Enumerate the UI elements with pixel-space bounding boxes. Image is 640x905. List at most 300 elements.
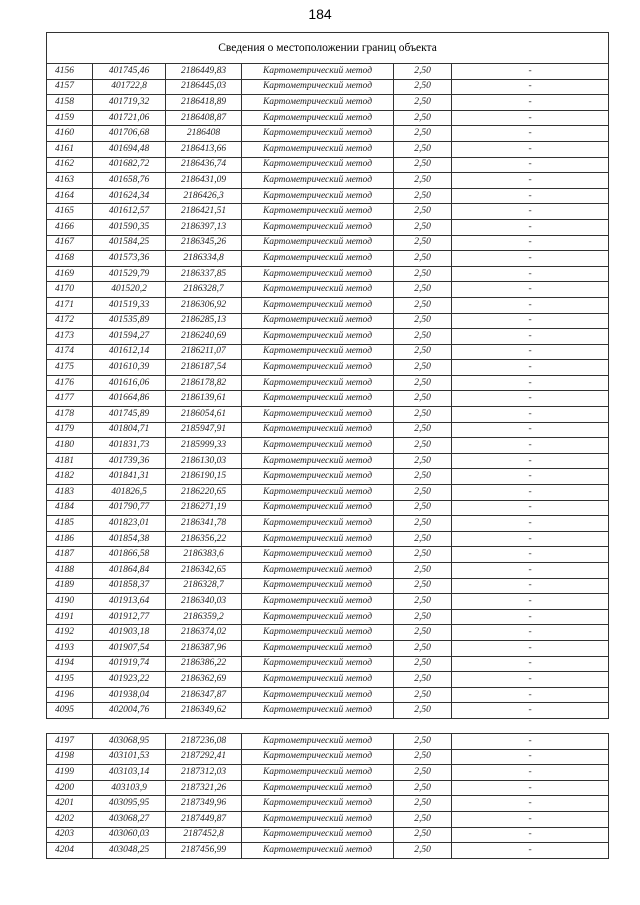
description-cell: - — [452, 251, 609, 267]
point-number-cell: 4176 — [47, 375, 93, 391]
description-cell: - — [452, 219, 609, 235]
description-cell: - — [452, 703, 609, 719]
point-number-cell: 4178 — [47, 407, 93, 423]
method-cell: Картометрический метод — [242, 360, 394, 376]
x-coordinate-cell: 403103,9 — [93, 780, 166, 796]
accuracy-cell: 2,50 — [394, 360, 452, 376]
accuracy-cell: 2,50 — [394, 547, 452, 563]
method-cell: Картометрический метод — [242, 531, 394, 547]
y-coordinate-cell: 2186356,22 — [166, 531, 242, 547]
accuracy-cell: 2,50 — [394, 609, 452, 625]
accuracy-cell: 2,50 — [394, 251, 452, 267]
point-number-cell: 4200 — [47, 780, 93, 796]
point-number-cell: 4166 — [47, 219, 93, 235]
method-cell: Картометрический метод — [242, 594, 394, 610]
accuracy-cell: 2,50 — [394, 672, 452, 688]
boundary-coordinates-table — [46, 32, 609, 859]
y-coordinate-cell: 2186408 — [166, 126, 242, 142]
table-row — [47, 531, 609, 547]
method-cell: Картометрический метод — [242, 687, 394, 703]
accuracy-cell: 2,50 — [394, 827, 452, 843]
table-row — [47, 344, 609, 360]
x-coordinate-cell: 401826,5 — [93, 485, 166, 501]
x-coordinate-cell: 401722,8 — [93, 79, 166, 95]
table-row — [47, 204, 609, 220]
accuracy-cell: 2,50 — [394, 297, 452, 313]
accuracy-cell: 2,50 — [394, 282, 452, 298]
accuracy-cell: 2,50 — [394, 796, 452, 812]
table-row — [47, 485, 609, 501]
x-coordinate-cell: 401739,36 — [93, 453, 166, 469]
y-coordinate-cell: 2185947,91 — [166, 422, 242, 438]
point-number-cell: 4177 — [47, 391, 93, 407]
description-cell: - — [452, 407, 609, 423]
accuracy-cell: 2,50 — [394, 391, 452, 407]
description-cell: - — [452, 749, 609, 765]
method-cell: Картометрический метод — [242, 563, 394, 579]
description-cell: - — [452, 95, 609, 111]
x-coordinate-cell: 401864,84 — [93, 563, 166, 579]
table-row — [47, 625, 609, 641]
method-cell: Картометрический метод — [242, 313, 394, 329]
point-number-cell: 4170 — [47, 282, 93, 298]
point-number-cell: 4162 — [47, 157, 93, 173]
point-number-cell: 4198 — [47, 749, 93, 765]
point-number-cell: 4165 — [47, 204, 93, 220]
method-cell: Картометрический метод — [242, 204, 394, 220]
x-coordinate-cell: 401682,72 — [93, 157, 166, 173]
y-coordinate-cell: 2186408,87 — [166, 110, 242, 126]
method-cell: Картометрический метод — [242, 672, 394, 688]
method-cell: Картометрический метод — [242, 640, 394, 656]
table-row — [47, 375, 609, 391]
description-cell: - — [452, 141, 609, 157]
y-coordinate-cell: 2186271,19 — [166, 500, 242, 516]
method-cell: Картометрический метод — [242, 64, 394, 80]
y-coordinate-cell: 2186054,61 — [166, 407, 242, 423]
table-row — [47, 765, 609, 781]
accuracy-cell: 2,50 — [394, 141, 452, 157]
y-coordinate-cell: 2186178,82 — [166, 375, 242, 391]
method-cell: Картометрический метод — [242, 811, 394, 827]
method-cell: Картометрический метод — [242, 516, 394, 532]
y-coordinate-cell: 2186328,7 — [166, 578, 242, 594]
y-coordinate-cell: 2186383,6 — [166, 547, 242, 563]
point-number-cell: 4197 — [47, 733, 93, 749]
x-coordinate-cell: 401694,48 — [93, 141, 166, 157]
accuracy-cell: 2,50 — [394, 204, 452, 220]
accuracy-cell: 2,50 — [394, 531, 452, 547]
method-cell: Картометрический метод — [242, 375, 394, 391]
y-coordinate-cell: 2186413,66 — [166, 141, 242, 157]
method-cell: Картометрический метод — [242, 469, 394, 485]
point-number-cell: 4184 — [47, 500, 93, 516]
table-row — [47, 687, 609, 703]
accuracy-cell: 2,50 — [394, 703, 452, 719]
table-row — [47, 282, 609, 298]
x-coordinate-cell: 401519,33 — [93, 297, 166, 313]
description-cell: - — [452, 235, 609, 251]
y-coordinate-cell: 2186449,83 — [166, 64, 242, 80]
point-number-cell: 4159 — [47, 110, 93, 126]
y-coordinate-cell: 2187452,8 — [166, 827, 242, 843]
y-coordinate-cell: 2186349,62 — [166, 703, 242, 719]
description-cell: - — [452, 625, 609, 641]
method-cell: Картометрический метод — [242, 141, 394, 157]
table-row — [47, 733, 609, 749]
description-cell: - — [452, 687, 609, 703]
table-row — [47, 251, 609, 267]
description-cell: - — [452, 422, 609, 438]
y-coordinate-cell: 2186359,2 — [166, 609, 242, 625]
table-row — [47, 516, 609, 532]
point-number-cell: 4179 — [47, 422, 93, 438]
point-number-cell: 4172 — [47, 313, 93, 329]
table-row — [47, 609, 609, 625]
description-cell: - — [452, 266, 609, 282]
table-row — [47, 79, 609, 95]
method-cell: Картометрический метод — [242, 344, 394, 360]
y-coordinate-cell: 2186220,65 — [166, 485, 242, 501]
description-cell: - — [452, 344, 609, 360]
x-coordinate-cell: 401721,06 — [93, 110, 166, 126]
method-cell: Картометрический метод — [242, 126, 394, 142]
accuracy-cell: 2,50 — [394, 266, 452, 282]
point-number-cell: 4160 — [47, 126, 93, 142]
method-cell: Картометрический метод — [242, 391, 394, 407]
description-cell: - — [452, 811, 609, 827]
y-coordinate-cell: 2187312,03 — [166, 765, 242, 781]
x-coordinate-cell: 403048,25 — [93, 843, 166, 859]
table-row — [47, 110, 609, 126]
accuracy-cell: 2,50 — [394, 173, 452, 189]
method-cell: Картометрический метод — [242, 188, 394, 204]
y-coordinate-cell: 2187349,96 — [166, 796, 242, 812]
accuracy-cell: 2,50 — [394, 438, 452, 454]
x-coordinate-cell: 401823,01 — [93, 516, 166, 532]
x-coordinate-cell: 401706,68 — [93, 126, 166, 142]
point-number-cell: 4195 — [47, 672, 93, 688]
description-cell: - — [452, 485, 609, 501]
method-cell: Картометрический метод — [242, 749, 394, 765]
method-cell: Картометрический метод — [242, 656, 394, 672]
method-cell: Картометрический метод — [242, 422, 394, 438]
y-coordinate-cell: 2186285,13 — [166, 313, 242, 329]
x-coordinate-cell: 401919,74 — [93, 656, 166, 672]
method-cell: Картометрический метод — [242, 796, 394, 812]
x-coordinate-cell: 401745,46 — [93, 64, 166, 80]
table-row — [47, 578, 609, 594]
y-coordinate-cell: 2186421,51 — [166, 204, 242, 220]
table-row — [47, 672, 609, 688]
description-cell: - — [452, 843, 609, 859]
point-number-cell: 4194 — [47, 656, 93, 672]
x-coordinate-cell: 401594,27 — [93, 329, 166, 345]
y-coordinate-cell: 2186334,8 — [166, 251, 242, 267]
method-cell: Картометрический метод — [242, 500, 394, 516]
accuracy-cell: 2,50 — [394, 625, 452, 641]
point-number-cell: 4190 — [47, 594, 93, 610]
x-coordinate-cell: 401658,76 — [93, 173, 166, 189]
y-coordinate-cell: 2185999,33 — [166, 438, 242, 454]
x-coordinate-cell: 401858,37 — [93, 578, 166, 594]
y-coordinate-cell: 2186340,03 — [166, 594, 242, 610]
y-coordinate-cell: 2186337,85 — [166, 266, 242, 282]
accuracy-cell: 2,50 — [394, 765, 452, 781]
x-coordinate-cell: 401923,22 — [93, 672, 166, 688]
description-cell: - — [452, 313, 609, 329]
accuracy-cell: 2,50 — [394, 329, 452, 345]
accuracy-cell: 2,50 — [394, 843, 452, 859]
description-cell: - — [452, 79, 609, 95]
y-coordinate-cell: 2187456,99 — [166, 843, 242, 859]
description-cell: - — [452, 391, 609, 407]
x-coordinate-cell: 401584,25 — [93, 235, 166, 251]
point-number-cell: 4168 — [47, 251, 93, 267]
table-row — [47, 703, 609, 719]
point-number-cell: 4201 — [47, 796, 93, 812]
table-row — [47, 749, 609, 765]
table-header-row — [47, 33, 609, 64]
y-coordinate-cell: 2186342,65 — [166, 563, 242, 579]
point-number-cell: 4188 — [47, 563, 93, 579]
separator-cell — [47, 718, 609, 733]
accuracy-cell: 2,50 — [394, 687, 452, 703]
x-coordinate-cell: 401529,79 — [93, 266, 166, 282]
description-cell: - — [452, 360, 609, 376]
description-cell: - — [452, 733, 609, 749]
table-row — [47, 547, 609, 563]
description-cell: - — [452, 656, 609, 672]
table-row — [47, 453, 609, 469]
point-number-cell: 4156 — [47, 64, 93, 80]
accuracy-cell: 2,50 — [394, 219, 452, 235]
point-number-cell: 4192 — [47, 625, 93, 641]
accuracy-cell: 2,50 — [394, 453, 452, 469]
point-number-cell: 4204 — [47, 843, 93, 859]
point-number-cell: 4169 — [47, 266, 93, 282]
point-number-cell: 4164 — [47, 188, 93, 204]
method-cell: Картометрический метод — [242, 219, 394, 235]
group-separator — [47, 718, 609, 733]
point-number-cell: 4202 — [47, 811, 93, 827]
x-coordinate-cell: 403095,95 — [93, 796, 166, 812]
point-number-cell: 4199 — [47, 765, 93, 781]
y-coordinate-cell: 2186397,13 — [166, 219, 242, 235]
x-coordinate-cell: 401573,36 — [93, 251, 166, 267]
table-row — [47, 95, 609, 111]
description-cell: - — [452, 188, 609, 204]
method-cell: Картометрический метод — [242, 843, 394, 859]
method-cell: Картометрический метод — [242, 235, 394, 251]
description-cell: - — [452, 329, 609, 345]
description-cell: - — [452, 110, 609, 126]
x-coordinate-cell: 401612,14 — [93, 344, 166, 360]
x-coordinate-cell: 401841,31 — [93, 469, 166, 485]
accuracy-cell: 2,50 — [394, 407, 452, 423]
y-coordinate-cell: 2186386,22 — [166, 656, 242, 672]
table-row — [47, 188, 609, 204]
accuracy-cell: 2,50 — [394, 578, 452, 594]
table-row — [47, 64, 609, 80]
table-row — [47, 656, 609, 672]
accuracy-cell: 2,50 — [394, 749, 452, 765]
description-cell: - — [452, 594, 609, 610]
point-number-cell: 4174 — [47, 344, 93, 360]
table-row — [47, 329, 609, 345]
description-cell: - — [452, 672, 609, 688]
point-number-cell: 4181 — [47, 453, 93, 469]
page-number: 184 — [308, 6, 332, 22]
accuracy-cell: 2,50 — [394, 811, 452, 827]
x-coordinate-cell: 401804,71 — [93, 422, 166, 438]
accuracy-cell: 2,50 — [394, 656, 452, 672]
table-row — [47, 563, 609, 579]
method-cell: Картометрический метод — [242, 780, 394, 796]
accuracy-cell: 2,50 — [394, 95, 452, 111]
table-row — [47, 219, 609, 235]
description-cell: - — [452, 578, 609, 594]
x-coordinate-cell: 401520,2 — [93, 282, 166, 298]
point-number-cell: 4095 — [47, 703, 93, 719]
method-cell: Картометрический метод — [242, 438, 394, 454]
table-header: Сведения о местоположении границ объекта — [47, 33, 609, 64]
y-coordinate-cell: 2186431,09 — [166, 173, 242, 189]
description-cell: - — [452, 780, 609, 796]
table-row — [47, 827, 609, 843]
method-cell: Картометрический метод — [242, 578, 394, 594]
point-number-cell: 4163 — [47, 173, 93, 189]
y-coordinate-cell: 2186387,96 — [166, 640, 242, 656]
method-cell: Картометрический метод — [242, 625, 394, 641]
x-coordinate-cell: 401866,58 — [93, 547, 166, 563]
table-row — [47, 126, 609, 142]
x-coordinate-cell: 401535,89 — [93, 313, 166, 329]
x-coordinate-cell: 401912,77 — [93, 609, 166, 625]
x-coordinate-cell: 401610,39 — [93, 360, 166, 376]
accuracy-cell: 2,50 — [394, 516, 452, 532]
accuracy-cell: 2,50 — [394, 594, 452, 610]
y-coordinate-cell: 2187292,41 — [166, 749, 242, 765]
y-coordinate-cell: 2186374,02 — [166, 625, 242, 641]
point-number-cell: 4186 — [47, 531, 93, 547]
accuracy-cell: 2,50 — [394, 500, 452, 516]
table-row — [47, 843, 609, 859]
accuracy-cell: 2,50 — [394, 640, 452, 656]
accuracy-cell: 2,50 — [394, 422, 452, 438]
description-cell: - — [452, 563, 609, 579]
description-cell: - — [452, 547, 609, 563]
point-number-cell: 4187 — [47, 547, 93, 563]
x-coordinate-cell: 401590,35 — [93, 219, 166, 235]
x-coordinate-cell: 401913,64 — [93, 594, 166, 610]
x-coordinate-cell: 401664,86 — [93, 391, 166, 407]
method-cell: Картометрический метод — [242, 547, 394, 563]
description-cell: - — [452, 640, 609, 656]
y-coordinate-cell: 2186445,03 — [166, 79, 242, 95]
method-cell: Картометрический метод — [242, 95, 394, 111]
x-coordinate-cell: 401612,57 — [93, 204, 166, 220]
y-coordinate-cell: 2186345,26 — [166, 235, 242, 251]
x-coordinate-cell: 401624,34 — [93, 188, 166, 204]
accuracy-cell: 2,50 — [394, 110, 452, 126]
table-row — [47, 796, 609, 812]
y-coordinate-cell: 2186426,3 — [166, 188, 242, 204]
accuracy-cell: 2,50 — [394, 126, 452, 142]
point-number-cell: 4191 — [47, 609, 93, 625]
table-row — [47, 173, 609, 189]
table-row — [47, 157, 609, 173]
point-number-cell: 4180 — [47, 438, 93, 454]
y-coordinate-cell: 2186362,69 — [166, 672, 242, 688]
table-row — [47, 313, 609, 329]
method-cell: Картометрический метод — [242, 407, 394, 423]
method-cell: Картометрический метод — [242, 827, 394, 843]
table-row — [47, 235, 609, 251]
y-coordinate-cell: 2186328,7 — [166, 282, 242, 298]
table-row — [47, 391, 609, 407]
point-number-cell: 4196 — [47, 687, 93, 703]
x-coordinate-cell: 403060,03 — [93, 827, 166, 843]
accuracy-cell: 2,50 — [394, 313, 452, 329]
table-row — [47, 422, 609, 438]
accuracy-cell: 2,50 — [394, 375, 452, 391]
table-row — [47, 469, 609, 485]
description-cell: - — [452, 827, 609, 843]
y-coordinate-cell: 2187236,08 — [166, 733, 242, 749]
table-row — [47, 500, 609, 516]
accuracy-cell: 2,50 — [394, 157, 452, 173]
y-coordinate-cell: 2187321,26 — [166, 780, 242, 796]
y-coordinate-cell: 2186130,03 — [166, 453, 242, 469]
y-coordinate-cell: 2186347,87 — [166, 687, 242, 703]
accuracy-cell: 2,50 — [394, 469, 452, 485]
method-cell: Картометрический метод — [242, 282, 394, 298]
x-coordinate-cell: 401719,32 — [93, 95, 166, 111]
y-coordinate-cell: 2186240,69 — [166, 329, 242, 345]
description-cell: - — [452, 173, 609, 189]
table-row — [47, 438, 609, 454]
accuracy-cell: 2,50 — [394, 235, 452, 251]
accuracy-cell: 2,50 — [394, 780, 452, 796]
x-coordinate-cell: 403101,53 — [93, 749, 166, 765]
point-number-cell: 4173 — [47, 329, 93, 345]
x-coordinate-cell: 403068,95 — [93, 733, 166, 749]
point-number-cell: 4161 — [47, 141, 93, 157]
method-cell: Картометрический метод — [242, 251, 394, 267]
description-cell: - — [452, 796, 609, 812]
description-cell: - — [452, 375, 609, 391]
description-cell: - — [452, 438, 609, 454]
accuracy-cell: 2,50 — [394, 733, 452, 749]
x-coordinate-cell: 403103,14 — [93, 765, 166, 781]
method-cell: Картометрический метод — [242, 703, 394, 719]
y-coordinate-cell: 2186306,92 — [166, 297, 242, 313]
table-row — [47, 266, 609, 282]
y-coordinate-cell: 2186418,89 — [166, 95, 242, 111]
description-cell: - — [452, 157, 609, 173]
y-coordinate-cell: 2186211,07 — [166, 344, 242, 360]
description-cell: - — [452, 765, 609, 781]
method-cell: Картометрический метод — [242, 266, 394, 282]
point-number-cell: 4175 — [47, 360, 93, 376]
point-number-cell: 4203 — [47, 827, 93, 843]
accuracy-cell: 2,50 — [394, 79, 452, 95]
x-coordinate-cell: 401790,77 — [93, 500, 166, 516]
method-cell: Картометрический метод — [242, 110, 394, 126]
point-number-cell: 4171 — [47, 297, 93, 313]
table-row — [47, 640, 609, 656]
